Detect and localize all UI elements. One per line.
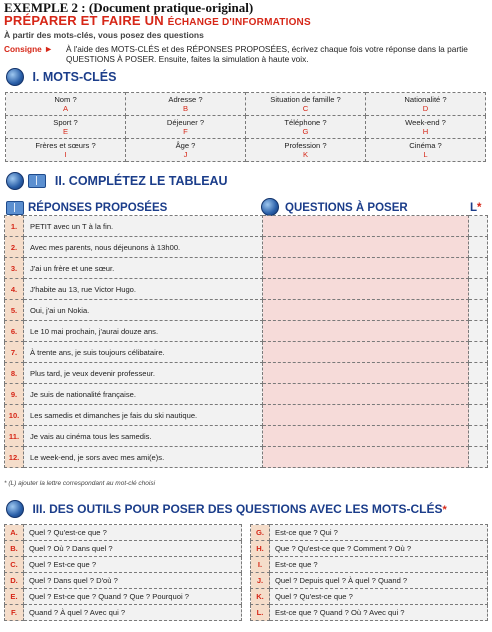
section1-header <box>6 68 116 86</box>
row-number: 1. <box>5 216 24 237</box>
response-text: Avec mes parents, nous déjeunons à 13h00. <box>24 237 263 258</box>
keyword-cell <box>366 139 486 162</box>
row-number: 8. <box>5 363 24 384</box>
question-input-cell[interactable] <box>263 237 469 258</box>
tool-text: Quel ? Est-ce que ? <box>24 557 242 573</box>
section3-title: III. DES OUTILS POUR POSER DES QUESTIONS AVEC LES MOTS-CLÉS <box>32 502 443 517</box>
keyword-cell <box>246 139 366 162</box>
keyword-word: Sport ? <box>53 118 78 127</box>
tool-text: Quel ? Est-ce que ? Quand ? Que ? Pourquoi ? <box>24 589 242 605</box>
column-gap <box>242 605 251 621</box>
tool-text: Que ? Qu'est-ce que ? Comment ? Où ? <box>270 541 488 557</box>
response-text: Le 10 mai prochain, j'aurai douze ans. <box>24 321 263 342</box>
keyword-letter: B <box>182 104 189 113</box>
section1-title: I. MOTS-CLÉS <box>32 70 117 85</box>
keyword-word: Déjeuner ? <box>166 118 205 127</box>
response-text: Les samedis et dimanches je fais du ski nautique. <box>24 405 263 426</box>
tool-letter: K. <box>251 589 270 605</box>
keyword-letter: G <box>302 127 309 136</box>
instruction-label: Consigne <box>4 44 42 54</box>
question-input-cell[interactable] <box>263 321 469 342</box>
keyword-word: Profession ? <box>284 141 327 150</box>
arrow-icon: ► <box>44 44 54 54</box>
response-text: Oui, j'ai un Nokia. <box>24 300 263 321</box>
tool-letter: F. <box>5 605 24 621</box>
letter-input-cell[interactable] <box>469 237 488 258</box>
row-number: 5. <box>5 300 24 321</box>
letter-input-cell[interactable] <box>469 405 488 426</box>
book-icon <box>28 174 46 188</box>
instruction-text: À l'aide des MOTS-CLÉS et des RÉPONSES PROPOSÉES, écrivez chaque fois votre réponse dans la partie QUESTIONS À POSER. Ensuite, faites la simulation à haute voix. <box>66 44 468 64</box>
letter-input-cell[interactable] <box>469 384 488 405</box>
section2-header <box>6 172 228 190</box>
table-row <box>5 321 488 342</box>
keywords-grid <box>5 92 486 162</box>
table-row <box>5 237 488 258</box>
title-main: PRÉPARER ET FAIRE UN <box>4 13 168 28</box>
keyword-letter: C <box>302 104 309 113</box>
section3-star: * <box>442 504 447 517</box>
question-input-cell[interactable] <box>263 279 469 300</box>
keyword-word: Téléphone ? <box>284 118 327 127</box>
keyword-cell <box>246 93 366 116</box>
tool-letter: J. <box>251 573 270 589</box>
table-row <box>5 258 488 279</box>
question-input-cell[interactable] <box>263 384 469 405</box>
tools-row <box>5 589 488 605</box>
table-row <box>5 405 488 426</box>
col-responses-label: RÉPONSES PROPOSÉES <box>28 202 168 214</box>
keyword-letter: I <box>64 150 67 159</box>
question-input-cell[interactable] <box>263 447 469 468</box>
row-number: 2. <box>5 237 24 258</box>
keyword-letter: D <box>422 104 429 113</box>
globe-icon <box>6 500 24 518</box>
tool-letter: E. <box>5 589 24 605</box>
letter-input-cell[interactable] <box>469 321 488 342</box>
letter-input-cell[interactable] <box>469 426 488 447</box>
response-text: PETIT avec un T à la fin. <box>24 216 263 237</box>
globe-icon <box>6 68 24 86</box>
tool-letter: G. <box>251 525 270 541</box>
globe-icon <box>6 172 24 190</box>
book-icon <box>6 201 24 215</box>
tools-row <box>5 525 488 541</box>
row-number: 9. <box>5 384 24 405</box>
keyword-letter: E <box>62 127 69 136</box>
letter-input-cell[interactable] <box>469 258 488 279</box>
page-subtitle: À partir des mots-clés, vous posez des questions <box>4 30 204 40</box>
tool-letter: L. <box>251 605 270 621</box>
keyword-cell <box>366 116 486 139</box>
question-input-cell[interactable] <box>263 342 469 363</box>
keyword-cell <box>6 116 126 139</box>
tool-text: Est-ce que ? Quand ? Où ? Avec qui ? <box>270 605 488 621</box>
col-questions-label: QUESTIONS À POSER <box>285 202 408 214</box>
letter-input-cell[interactable] <box>469 363 488 384</box>
letter-input-cell[interactable] <box>469 447 488 468</box>
row-number: 12. <box>5 447 24 468</box>
row-number: 3. <box>5 258 24 279</box>
keyword-cell <box>246 116 366 139</box>
keyword-cell <box>366 93 486 116</box>
column-gap <box>242 525 251 541</box>
question-input-cell[interactable] <box>263 405 469 426</box>
keyword-cell <box>126 116 246 139</box>
question-input-cell[interactable] <box>263 363 469 384</box>
column-gap <box>242 541 251 557</box>
column-gap <box>242 573 251 589</box>
response-text: Le week-end, je sors avec mes ami(e)s. <box>24 447 263 468</box>
keyword-word: Adresse ? <box>168 95 203 104</box>
row-number: 11. <box>5 426 24 447</box>
column-gap <box>242 557 251 573</box>
letter-input-cell[interactable] <box>469 342 488 363</box>
keyword-letter: H <box>422 127 429 136</box>
response-text: Plus tard, je veux devenir professeur. <box>24 363 263 384</box>
tools-row <box>5 541 488 557</box>
table-row <box>5 384 488 405</box>
table-row <box>5 216 488 237</box>
question-input-cell[interactable] <box>263 300 469 321</box>
col-letter-label <box>470 202 482 214</box>
response-text: J'ai un frère et une sœur. <box>24 258 263 279</box>
keyword-word: Week-end ? <box>405 118 446 127</box>
tool-text: Quel ? Depuis quel ? À quel ? Quand ? <box>270 573 488 589</box>
response-text: Je suis de nationalité française. <box>24 384 263 405</box>
section2-title: II. COMPLÉTEZ LE TABLEAU <box>54 174 228 189</box>
footnote: * (L) ajouter la lettre correspondant au mot-clé choisi <box>4 480 156 487</box>
keyword-letter: K <box>302 150 309 159</box>
table-row <box>5 342 488 363</box>
tools-row <box>5 573 488 589</box>
section3-header <box>6 500 490 518</box>
tool-text: Quand ? À quel ? Avec qui ? <box>24 605 242 621</box>
keyword-letter: F <box>183 127 188 136</box>
responses-table <box>4 215 488 468</box>
question-input-cell[interactable] <box>263 426 469 447</box>
keyword-cell <box>6 93 126 116</box>
row-number: 10. <box>5 405 24 426</box>
row-number: 6. <box>5 321 24 342</box>
tool-text: Est-ce que ? Qui ? <box>270 525 488 541</box>
table2-header <box>4 201 488 215</box>
page-title <box>4 13 311 28</box>
table-row <box>5 447 488 468</box>
keyword-letter: A <box>62 104 69 113</box>
tool-letter: D. <box>5 573 24 589</box>
tool-text: Quel ? Dans quel ? D'où ? <box>24 573 242 589</box>
table-row <box>5 426 488 447</box>
tool-text: Quel ? Qu'est-ce que ? <box>270 589 488 605</box>
globe-icon <box>261 198 279 216</box>
keyword-cell <box>6 139 126 162</box>
keyword-word: Nom ? <box>54 95 77 104</box>
keyword-letter: J <box>183 150 188 159</box>
response-text: J'habite au 13, rue Victor Hugo. <box>24 279 263 300</box>
table-row <box>5 363 488 384</box>
keyword-cell <box>126 93 246 116</box>
col-letter-star: * <box>477 202 482 214</box>
question-input-cell[interactable] <box>263 216 469 237</box>
tool-letter: A. <box>5 525 24 541</box>
table-row <box>5 279 488 300</box>
keyword-row <box>6 93 486 116</box>
keyword-row <box>6 116 486 139</box>
tool-letter: C. <box>5 557 24 573</box>
example-heading: EXEMPLE 2 : (Document pratique-original) <box>4 0 254 15</box>
table-row <box>5 300 488 321</box>
letter-input-cell[interactable] <box>469 279 488 300</box>
keyword-word: Nationalité ? <box>404 95 447 104</box>
row-number: 7. <box>5 342 24 363</box>
tool-letter: I. <box>251 557 270 573</box>
keyword-row <box>6 139 486 162</box>
col-letter-text: L <box>470 202 478 214</box>
tool-text: Quel ? Qu'est-ce que ? <box>24 525 242 541</box>
instruction-block <box>4 44 488 64</box>
title-small: ÉCHANGE D'INFORMATIONS <box>167 17 311 28</box>
keyword-word: Âge ? <box>175 141 196 150</box>
tool-letter: B. <box>5 541 24 557</box>
tools-row <box>5 605 488 621</box>
tool-text: Quel ? Où ? Dans quel ? <box>24 541 242 557</box>
keyword-cell <box>126 139 246 162</box>
letter-input-cell[interactable] <box>469 216 488 237</box>
keyword-word: Cinéma ? <box>409 141 442 150</box>
tool-text: Est-ce que ? <box>270 557 488 573</box>
response-text: Je vais au cinéma tous les samedis. <box>24 426 263 447</box>
keyword-word: Frères et sœurs ? <box>35 141 96 150</box>
keyword-word: Situation de famille ? <box>270 95 341 104</box>
response-text: À trente ans, je suis toujours célibataire. <box>24 342 263 363</box>
question-input-cell[interactable] <box>263 258 469 279</box>
tool-letter: H. <box>251 541 270 557</box>
tools-table <box>4 524 488 621</box>
letter-input-cell[interactable] <box>469 300 488 321</box>
keyword-letter: L <box>423 150 428 159</box>
row-number: 4. <box>5 279 24 300</box>
column-gap <box>242 589 251 605</box>
tools-row <box>5 557 488 573</box>
